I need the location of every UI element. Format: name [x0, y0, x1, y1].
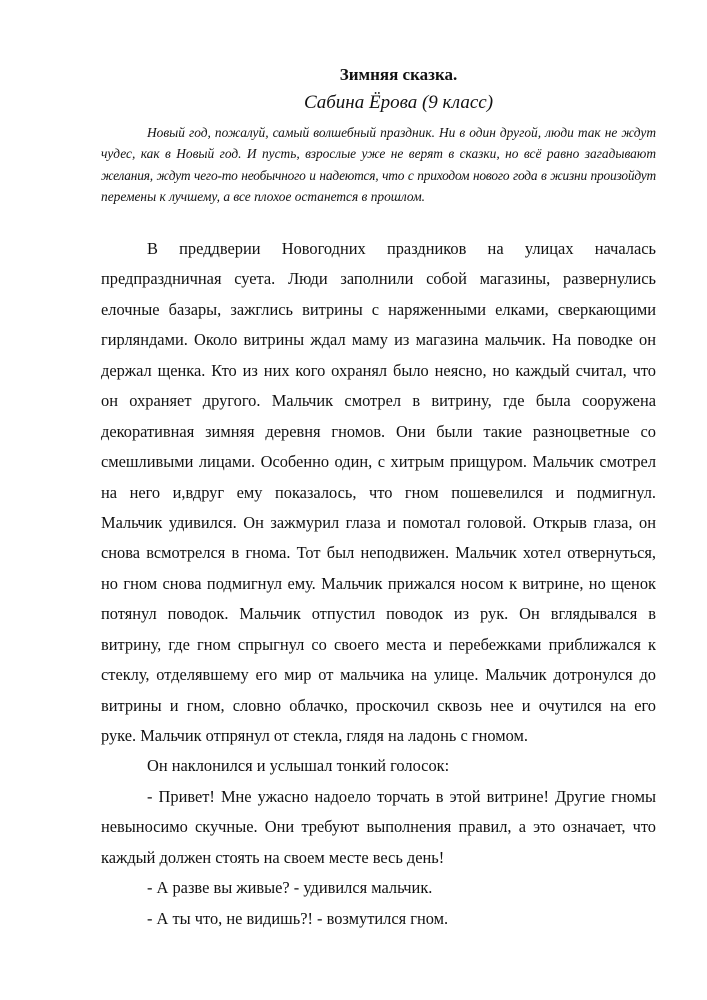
body-line: на него и,вдруг ему показалось, что гном пошевелился и подмигнул. — [101, 482, 656, 502]
story-body — [101, 234, 656, 934]
body-line: витрины и гном, словно облачко, проскочил сквозь нее и очутился на его — [101, 695, 656, 715]
dialogue-line: - Привет! Мне ужасно надоело торчать в этой витрине! Другие гномы — [147, 786, 656, 806]
dialogue-line: - А разве вы живые? - удивился мальчик. — [147, 878, 433, 898]
intro-line: чудес, как в Новый год. И пусть, взрослые уже не верят в сказки, но всё равно загадывают — [101, 146, 656, 162]
body-line: Мальчик удивился. Он зажмурил глаза и помотал головой. Открыв глаза, он — [101, 512, 656, 532]
body-line: елочные базары, зажглись витрины с наряженными елками, сверкающими — [101, 299, 656, 319]
body-line: декоративная зимняя деревня гномов. Они были такие разноцветные со — [101, 421, 656, 441]
body-line: снова всмотрелся в гнома. Тот был неподвижен. Мальчик хотел отвернуться, — [101, 543, 656, 563]
dialogue-line: невыносимо скучные. Они требуют выполнения правил, а это означает, что — [101, 817, 656, 837]
body-line: Он наклонился и услышал тонкий голосок: — [147, 756, 450, 776]
dialogue-line: каждый должен стоять на своем месте весь день! — [101, 847, 445, 867]
intro-paragraph — [101, 122, 656, 207]
intro-line: Новый год, пожалуй, самый волшебный праздник. Ни в один другой, люди так не ждут — [147, 125, 656, 140]
body-line: В преддверии Новогодних праздников на улицах началась — [147, 239, 656, 258]
body-line: гирляндами. Около витрины ждал маму из магазина мальчик. На поводке он — [101, 330, 656, 350]
intro-line: желания, ждут чего-то необычного и надеются, что с приходом нового года в жизни произойдут — [101, 167, 656, 183]
body-line: держал щенка. Кто из них кого охранял было неясно, но каждый считал, что — [101, 360, 656, 380]
body-line: смешливыми лицами. Особенно один, с хитрым прищуром. Мальчик смотрел — [101, 452, 656, 472]
intro-line: перемены к лучшему, а все плохое останется в прошлом. — [101, 188, 425, 204]
body-line: витрину, где гном спрыгнул со своего места и перебежками приближался к — [101, 634, 656, 654]
document-author: Сабина Ёрова (9 класс) — [303, 92, 494, 113]
dialogue-line: - А ты что, не видишь?! - возмутился гном. — [147, 908, 449, 928]
body-line: но гном снова подмигнул ему. Мальчик прижался носом к витрине, но щенок — [101, 573, 656, 593]
body-line: потянул поводок. Мальчик отпустил поводок из рук. Он вглядывался в — [101, 604, 656, 624]
body-line: стеклу, отделявшему его мир от мальчика на улице. Мальчик дотронулся до — [101, 665, 656, 685]
body-line: предпраздничная суета. Люди заполнили собой магазины, развернулись — [101, 269, 656, 289]
body-line: руке. Мальчик отпрянул от стекла, глядя на ладонь с гномом. — [101, 726, 528, 745]
body-line: он охраняет другого. Мальчик смотрел в витрину, где была сооружена — [101, 391, 656, 411]
document-title: Зимняя сказка. — [339, 65, 458, 84]
